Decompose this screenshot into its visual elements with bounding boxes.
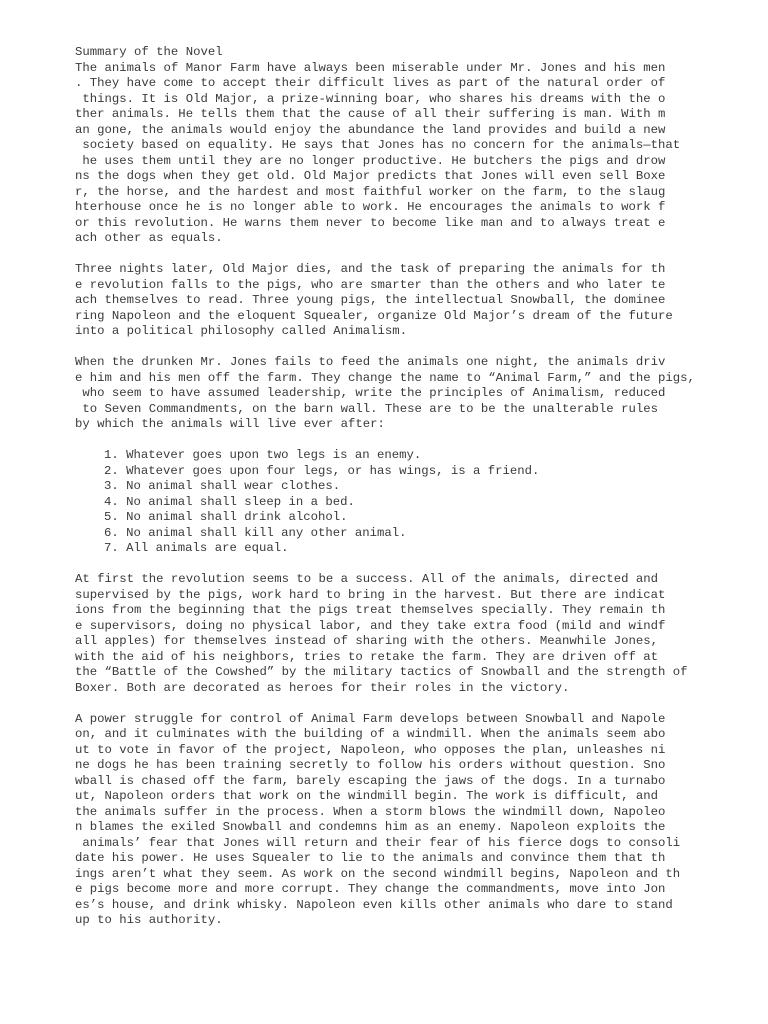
summary-paragraphs-continued xyxy=(75,572,705,929)
paragraph xyxy=(75,572,705,696)
text-line: date his power. He uses Squealer to lie to the animals and convince them that th xyxy=(75,851,666,865)
commandment-item: 1. Whatever goes upon two legs is an enemy. xyxy=(104,448,422,462)
text-line: es’s house, and drink whisky. Napoleon even kills other animals who dare to stand xyxy=(75,897,673,912)
text-line: who seem to have assumed leadership, write the principles of Animalism, reduced xyxy=(75,386,666,400)
text-line: The animals of Manor Farm have always been miserable under Mr. Jones and his men xyxy=(75,60,666,75)
text-line: up to his authority. xyxy=(75,913,223,927)
text-line: to Seven Commandments, on the barn wall. These are to be the unalterable rules xyxy=(75,401,658,416)
text-line: ions from the beginning that the pigs treat themselves specially. They remain th xyxy=(75,603,666,617)
text-line: ut to vote in favor of the project, Napoleon, who opposes the plan, unleashes ni xyxy=(75,742,666,757)
text-line: ut, Napoleon orders that work on the windmill begin. The work is difficult, and xyxy=(75,789,658,803)
text-line: . They have come to accept their difficult lives as part of the natural order of xyxy=(75,76,666,90)
text-line: Three nights later, Old Major dies, and the task of preparing the animals for th xyxy=(75,262,666,276)
paragraph xyxy=(75,61,705,247)
text-line: an gone, the animals would enjoy the abundance the land provides and build a new xyxy=(75,122,666,137)
text-line: into a political philosophy called Animalism. xyxy=(75,324,408,338)
commandment-item: 5. No animal shall drink alcohol. xyxy=(104,510,348,524)
text-line: ther animals. He tells them that the cause of all their suffering is man. With m xyxy=(75,107,666,121)
text-line: society based on equality. He says that Jones has no concern for the animals—that xyxy=(75,138,681,152)
text-line: At first the revolution seems to be a success. All of the animals, directed and xyxy=(75,572,658,586)
text-line: by which the animals will live ever after: xyxy=(75,417,385,431)
text-line: ne dogs he has been training secretly to follow his orders without question. Sno xyxy=(75,758,666,772)
text-line: things. It is Old Major, a prize-winning boar, who shares his dreams with the o xyxy=(75,91,666,106)
text-line: hterhouse once he is no longer able to work. He encourages the animals to work f xyxy=(75,200,666,214)
text-line: ings aren’t what they seem. As work on the second windmill begins, Napoleon and th xyxy=(75,866,681,881)
text-line: the “Battle of the Cowshed” by the military tactics of Snowball and the strength of xyxy=(75,665,688,679)
text-line: with the aid of his neighbors, tries to retake the farm. They are driven off at xyxy=(75,649,658,664)
commandment-item: 6. No animal shall kill any other animal. xyxy=(104,525,407,540)
document-page xyxy=(75,45,705,944)
text-line: e supervisors, doing no physical labor, and they take extra food (mild and windf xyxy=(75,618,666,633)
text-line: he uses them until they are no longer productive. He butchers the pigs and drow xyxy=(75,153,666,168)
commandment-item: 2. Whatever goes upon four legs, or has wings, is a friend. xyxy=(104,463,540,478)
text-line: on, and it culminates with the building of a windmill. When the animals seem abo xyxy=(75,727,666,741)
text-line: Boxer. Both are decorated as heroes for their roles in the victory. xyxy=(75,680,570,695)
text-line: ach other as equals. xyxy=(75,231,223,245)
text-line: all apples) for themselves instead of sharing with the others. Meanwhile Jones, xyxy=(75,634,658,648)
text-line: r, the horse, and the hardest and most faithful worker on the farm, to the slaug xyxy=(75,184,666,199)
text-line: e revolution falls to the pigs, who are smarter than the others and who later te xyxy=(75,277,666,292)
text-line: e pigs become more and more corrupt. They change the commandments, move into Jon xyxy=(75,882,666,896)
text-line: or this revolution. He warns them never to become like man and to always treat e xyxy=(75,215,666,230)
text-line: A power struggle for control of Animal Farm develops between Snowball and Napole xyxy=(75,711,666,726)
commandment-item: 7. All animals are equal. xyxy=(104,541,289,555)
text-line: e him and his men off the farm. They change the name to “Animal Farm,” and the pigs, xyxy=(75,370,695,385)
text-line: ns the dogs when they get old. Old Major predicts that Jones will even sell Boxe xyxy=(75,169,666,183)
commandment-item: 3. No animal shall wear clothes. xyxy=(104,479,341,493)
commandment-item: 4. No animal shall sleep in a bed. xyxy=(104,494,355,509)
document-title: Summary of the Novel xyxy=(75,45,223,59)
seven-commandments-list xyxy=(75,448,705,557)
text-line: the animals suffer in the process. When a storm blows the windmill down, Napoleo xyxy=(75,804,666,819)
text-line: supervised by the pigs, work hard to bring in the harvest. But there are indicat xyxy=(75,587,666,602)
paragraph xyxy=(75,712,705,929)
text-line: ring Napoleon and the eloquent Squealer, organize Old Major’s dream of the future xyxy=(75,308,673,323)
paragraph xyxy=(75,355,705,433)
text-line: wball is chased off the farm, barely escaping the jaws of the dogs. In a turnabo xyxy=(75,773,666,788)
text-line: animals’ fear that Jones will return and their fear of his fierce dogs to consoli xyxy=(75,835,681,850)
text-line: When the drunken Mr. Jones fails to feed the animals one night, the animals driv xyxy=(75,355,666,369)
paragraph xyxy=(75,262,705,340)
text-line: ach themselves to read. Three young pigs, the intellectual Snowball, the dominee xyxy=(75,293,666,307)
text-line: n blames the exiled Snowball and condemns him as an enemy. Napoleon exploits the xyxy=(75,820,666,834)
summary-paragraphs-intro xyxy=(75,61,705,433)
